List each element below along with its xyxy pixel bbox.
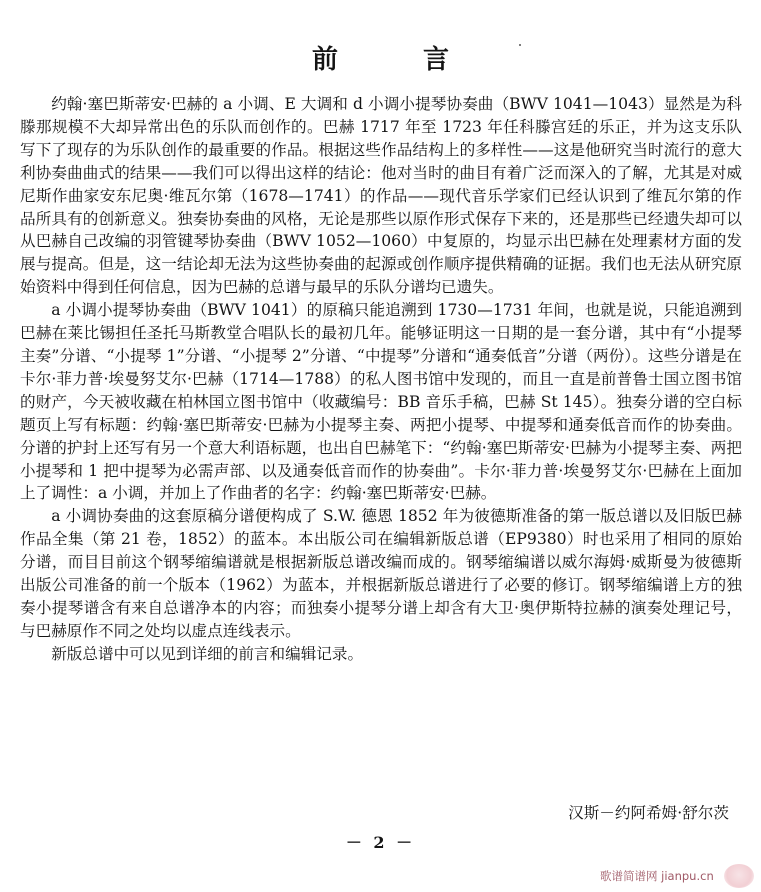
paragraph: a 小调协奏曲的这套原稿分谱便构成了 S.W. 德恩 1852 年为彼德斯准备的第一版总谱以及旧版巴赫作品全集（第 21 卷，1852）的蓝本。本出版公司在编辑新版总谱（EP9380）时也采用了相同的原始分谱，而目目前这个钢琴缩编谱就是根据新版总谱改编而成的。钢琴缩编谱以威尔海姆·威斯曼为彼德斯出版公司准备的前一个版本（1962）为蓝本，并根据新版总谱进行了必要的修订。钢琴缩编谱上方的独奏小提琴谱含有来自总谱净本的内容；而独奏小提琴分谱上却含有大卫·奥伊斯特拉赫的演奏处理记号，与巴赫原作不同之处均以虚点连线表示。 <box>20 507 742 640</box>
preface-body <box>20 93 742 666</box>
paragraph: 新版总谱中可以见到详细的前言和编辑记录。 <box>51 644 364 663</box>
paragraph: a 小调小提琴协奏曲（BWV 1041）的原稿只能追溯到 1730—1731 年间，也就是说，只能追溯到巴赫在莱比锡担任圣托马斯教堂合唱队长的最初几年。能够证明这一日期的是一套分谱，其中有“小提琴主奏”分谱、“小提琴 1”分谱、“小提琴 2”分谱、“中提琴”分谱和“通奏低音”分谱（两份）。这些分谱是在卡尔·菲力普·埃曼努艾尔·巴赫（1714—1788）的私人图书馆中发现的，而且一直是前普鲁士国立图书馆的财产，今天被收藏在柏林国立图书馆中（收藏编号：BB 音乐手稿，巴赫 St 145）。独奏分谱的空白标题页上写有标题：约翰·塞巴斯蒂安·巴赫为小提琴主奏、两把小提琴、中提琴和通奏低音而作的协奏曲。分谱的护封上还写有另一个意大利语标题，也出自巴赫笔下：“约翰·塞巴斯蒂安·巴赫为小提琴主奏、两把小提琴和 1 把中提琴为必需声部、以及通奏低音而作的协奏曲”。卡尔·菲力普·埃曼努艾尔·巴赫在上面加上了调性：a 小调，并加上了作曲者的名字：约翰·塞巴斯蒂安·巴赫。 <box>20 301 742 503</box>
author-signature: 汉斯－约阿希姆·舒尔茨 <box>568 804 729 822</box>
site-watermark <box>600 864 756 888</box>
watermark-logo-icon <box>724 864 754 888</box>
paragraph: 约翰·塞巴斯蒂安·巴赫的 a 小调、E 大调和 d 小调小提琴协奏曲（BWV 1041—1043）显然是为科滕那规模不大却异常出色的乐队而创作的。巴赫 1717 年至 1723 年任科滕宫廷的乐正，并为这支乐队写下了现存的为乐队创作的最重要的作品。根据这些作品结构上的多样性——这是他研究当时流行的意大利协奏曲曲式的结果——我们可以得出这样的结论：他对当时的曲目有着广泛而深入的了解，尤其是对威尼斯作曲家安东尼奥·维瓦尔第（1678—1741）的作品——现代音乐学家们已经认识到了维瓦尔第的作品所具有的创新意义。独奏协奏曲的风格，无论是那些以原作形式保存下来的，还是那些已经遗失却可以从巴赫自己改编的羽管键琴协奏曲（BWV 1052—1060）中复原的，均显示出巴赫在处理素材方面的发展与提高。但是，这一结论却无法为这些协奏曲的起源或创作顺序提供精确的证据。我们也无法从研究原始资料中得到任何信息，因为巴赫的总谱与最早的乐队分谱均已遗失。 <box>20 95 742 297</box>
watermark-text: 歌谱简谱网 jianpu.cn <box>600 869 714 883</box>
scan-speck <box>519 44 521 46</box>
page-number: － 2 － <box>345 833 416 852</box>
page-title: 前 言 <box>311 45 488 76</box>
